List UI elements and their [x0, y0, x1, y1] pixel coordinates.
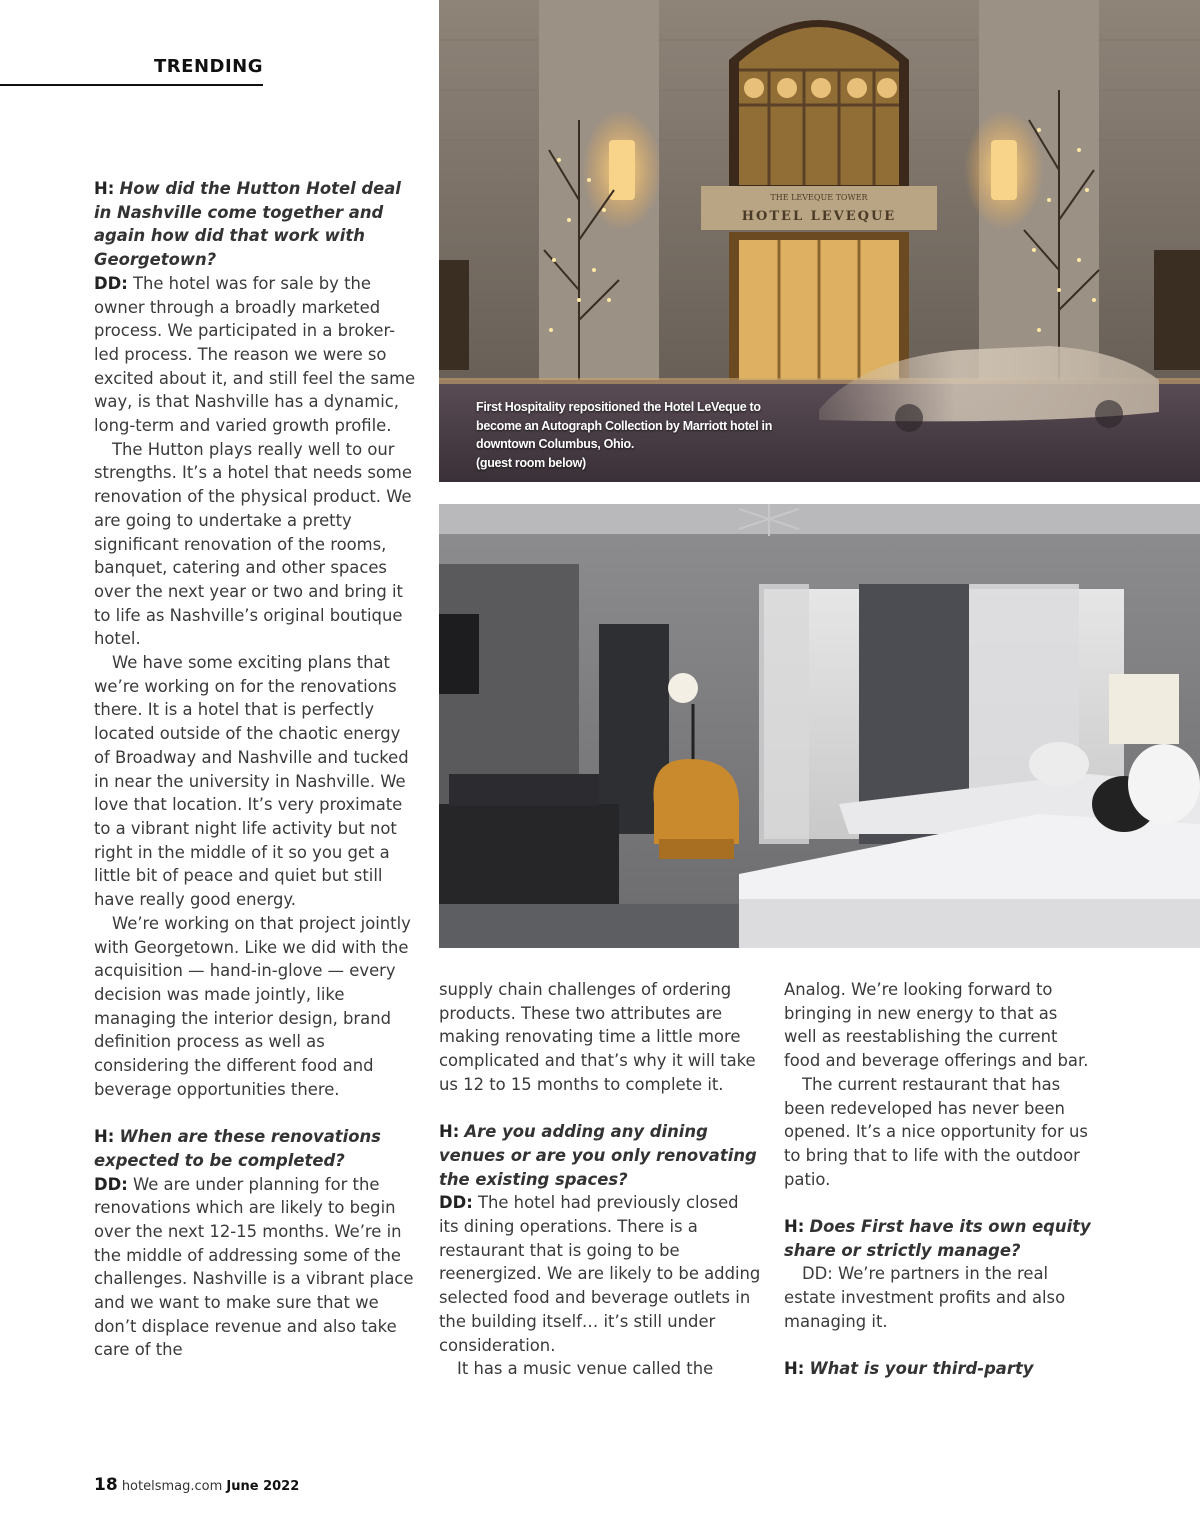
caption-line: become an Autograph Collection by Marriott hotel in — [476, 418, 773, 433]
paragraph: Analog. We’re looking forward to bringing in new energy to that as well as reestablishing the current food and beverage offerings and bar. — [784, 980, 1089, 1071]
guest-room-photo — [439, 504, 1200, 948]
paragraph: We’re working on that project jointly with Georgetown. Like we did with the acquisition — hand-in-glove — every decision was made jointly, like managing the interior design, brand definition process as well as considering the different food and beverage opportunities there. — [94, 913, 411, 1099]
question-5: H: What is your third-party — [784, 1359, 1034, 1379]
article-column-1 — [94, 177, 419, 1362]
page-number: 18 — [94, 1475, 118, 1495]
hotel-exterior-photo — [439, 0, 1200, 482]
question-1: H: How did the Hutton Hotel deal in Nashville come together and again how did that work with Georgetown? — [94, 179, 401, 270]
caption-line: First Hospitality repositioned the Hotel LeVeque to — [476, 400, 761, 414]
section-header — [0, 56, 263, 86]
caption-line: downtown Columbus, Ohio. — [476, 437, 635, 451]
paragraph: The Hutton plays really well to our strengths. It’s a hotel that needs some renovation of the physical product. We are going to undertake a pretty significant renovation of the rooms, banquet, catering and other spaces over the next year or two and bring it to life as Nashville’s original boutique hotel. — [94, 439, 412, 649]
svg-text:THE LEVEQUE TOWER: THE LEVEQUE TOWER — [770, 193, 868, 202]
answer-1: DD: The hotel was for sale by the owner through a broadly marketed process. We participated in a broker-led process. The reason we were so excited about it, and still feel the same way, is that Nashville has a dynamic, long-term and varied growth profile. — [94, 273, 416, 436]
photo-caption — [476, 398, 796, 472]
page-footer — [94, 1475, 299, 1495]
question-4: H: Does First have its own equity share or strictly manage? — [784, 1217, 1091, 1260]
paragraph: It has a music venue called the — [457, 1359, 714, 1379]
article-column-2 — [439, 978, 761, 1381]
answer-3: DD: The hotel had previously closed its dining operations. There is a restaurant that is going to be reenergized. We are likely to be adding selected food and beverage outlets in the building itself… it’s still under consideration. — [439, 1193, 761, 1355]
answer-4: DD: We’re partners in the real estate investment profits and also managing it. — [784, 1264, 1066, 1331]
issue-date: June 2022 — [226, 1479, 300, 1494]
question-2: H: When are these renovations expected to be completed? — [94, 1127, 381, 1170]
caption-line: (guest room below) — [476, 455, 586, 470]
section-label: TRENDING — [154, 56, 263, 77]
paragraph: supply chain challenges of ordering products. These two attributes are making renovating time a little more complicated and that’s why it will take us 12 to 15 months to complete it. — [439, 980, 756, 1094]
answer-2: DD: We are under planning for the renovations which are likely to begin over the next 12-15 months. We’re in the middle of addressing some of the challenges. Nashville is a vibrant place and we want to make sure that we don’t displace revenue and also take care of the — [94, 1174, 414, 1360]
svg-text:HOTEL LEVEQUE: HOTEL LEVEQUE — [741, 209, 897, 224]
paragraph: The current restaurant that has been redeveloped has never been opened. It’s a nice opportunity for us to bring that to life with the outdoor patio. — [784, 1074, 1088, 1189]
paragraph: We have some exciting plans that we’re working on for the renovations there. It is a hotel that is perfectly located outside of the chaotic energy of Broadway and Nashville and tucked in near the university in Nashville. We love that location. It’s very proximate to a vibrant night life activity but not right in the middle of it so you get a little bit of peace and quiet but still have really good energy. — [94, 653, 409, 910]
question-3: H: Are you adding any dining venues or are you only renovating the existing spaces? — [439, 1122, 757, 1189]
site-name: hotelsmag.com — [121, 1479, 223, 1494]
article-column-3 — [784, 978, 1094, 1381]
